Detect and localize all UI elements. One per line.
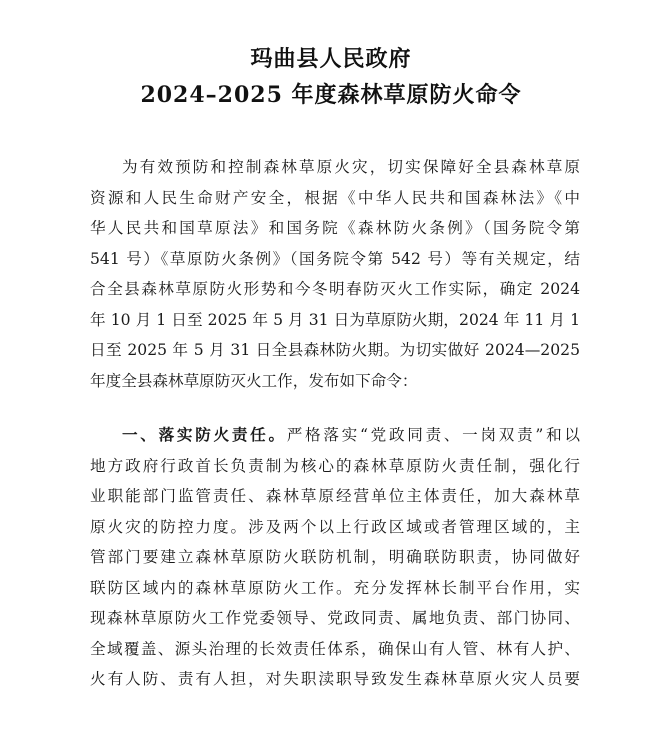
intro-line: 541 号）《草原防火条例》（国务院令第 542 号）等有关规定，结	[90, 249, 580, 268]
section-1-line: 联防区域内的森林草原防火工作。充分发挥林长制平台作用，实	[90, 578, 580, 597]
section-1-line: 全域覆盖、源头治理的长效责任体系，确保山有人管、林有人护、	[90, 639, 580, 658]
intro-line: 合全县森林草原防火形势和今冬明春防灭火工作实际，确定 2024	[90, 280, 580, 298]
intro-line: 年 10 月 1 日至 2025 年 5 月 31 日为草原防火期，2024 年 11 月 1	[90, 310, 580, 329]
section-1-heading: 一、落实防火责任。	[122, 425, 287, 444]
section-1-paragraph	[90, 420, 580, 695]
section-1-first-line-text: 严格落实“党政同责、一岗双责”和以	[286, 426, 580, 444]
section-1-line: 火有人防、责有人担，对失职渎职导致发生森林草原火灾人员要	[90, 670, 580, 688]
document-main-title: 2024–2025 年度森林草原防火命令	[140, 82, 522, 108]
section-1-line: 现森林草原防火工作党委领导、党政同责、属地负责、部门协同、	[90, 609, 580, 627]
intro-line: 日至 2025 年 5 月 31 日全县森林防火期。为切实做好 2024—2025	[90, 341, 580, 359]
section-1-line: 原火灾的防控力度。涉及两个以上行政区域或者管理区域的，主	[90, 517, 580, 536]
section-1-line: 业职能部门监管责任、森林草原经营单位主体责任，加大森林草	[90, 487, 580, 505]
section-1-line: 地方政府行政首长负责制为核心的森林草原防火责任制，强化行	[90, 456, 580, 475]
intro-line: 资源和人民生命财产安全，根据《中华人民共和国森林法》《中	[90, 188, 580, 207]
intro-line: 为有效预防和控制森林草原火灾，切实保障好全县森林草原	[122, 158, 580, 176]
section-1-first-line	[90, 420, 580, 451]
document-issuer-title: 玛曲县人民政府	[250, 46, 412, 72]
intro-line: 年度全县森林草原防灭火工作，发布如下命令：	[90, 371, 418, 390]
section-1-line: 管部门要建立森林草原防火联防机制，明确联防职责，协同做好	[90, 548, 580, 566]
intro-line: 华人民共和国草原法》和国务院《森林防火条例》（国务院令第	[90, 219, 580, 237]
intro-paragraph	[90, 152, 580, 396]
